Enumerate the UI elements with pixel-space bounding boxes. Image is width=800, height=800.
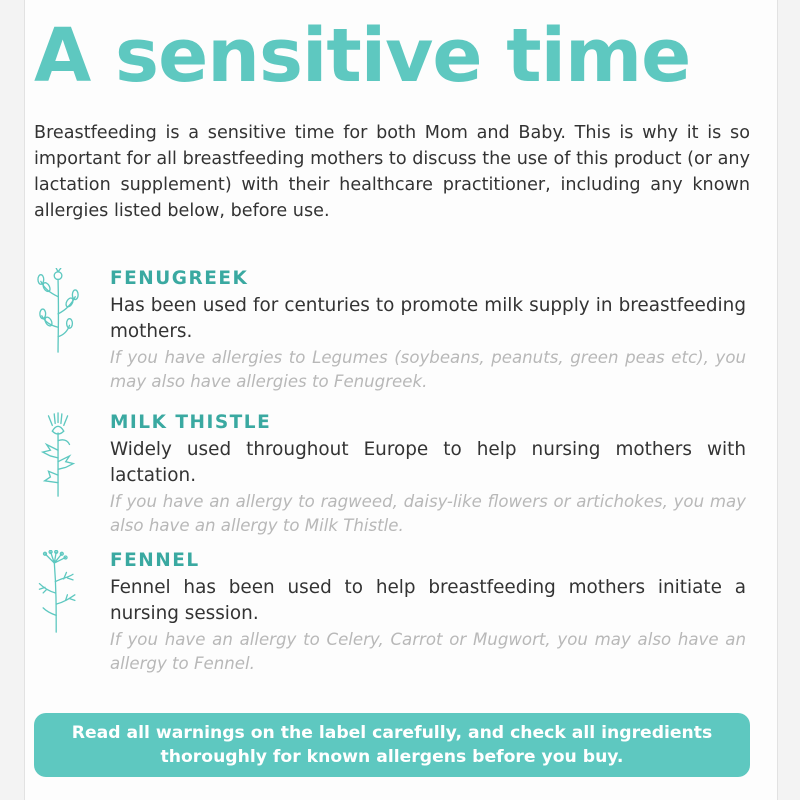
- herb-description: Widely used throughout Europe to help nursing mothers with lactation.: [110, 439, 746, 486]
- milk-thistle-plant-icon: [34, 412, 84, 498]
- herb-name: FENNEL: [110, 550, 200, 571]
- herb-item-fennel: [34, 548, 750, 678]
- herb-item-fenugreek: [34, 266, 750, 396]
- herb-allergy-warning: If you have allergies to Legumes (soybeans, peanuts, green peas etc), you may also have allergies to Fenugreek.: [110, 348, 746, 391]
- fennel-plant-icon: [34, 550, 84, 634]
- herb-item-milk-thistle: [34, 410, 750, 540]
- page-title: A sensitive time: [34, 13, 691, 99]
- herb-description: Has been used for centuries to promote milk supply in breastfeeding mothers.: [110, 295, 746, 342]
- herb-allergy-warning: If you have an allergy to ragweed, daisy-like flowers or artichokes, you may also have an allergy to Milk Thistle.: [110, 492, 746, 535]
- fenugreek-plant-icon: [34, 268, 84, 354]
- warning-banner: [34, 713, 750, 777]
- herb-description: Fennel has been used to help breastfeeding mothers initiate a nursing session.: [110, 577, 746, 624]
- intro-paragraph: Breastfeeding is a sensitive time for both Mom and Baby. This is why it is so important for all breastfeeding mothers to discuss the use of this product (or any lactation supplement) with their healthcare practitioner, including any known allergies listed below, before use.: [34, 123, 750, 221]
- herb-name: MILK THISTLE: [110, 412, 272, 433]
- herb-allergy-warning: If you have an allergy to Celery, Carrot or Mugwort, you may also have an allergy to Fennel.: [110, 630, 746, 673]
- warning-banner-text: Read all warnings on the label carefully, and check all ingredients thoroughly for known allergens before you buy.: [71, 723, 713, 767]
- herb-name: FENUGREEK: [110, 268, 249, 289]
